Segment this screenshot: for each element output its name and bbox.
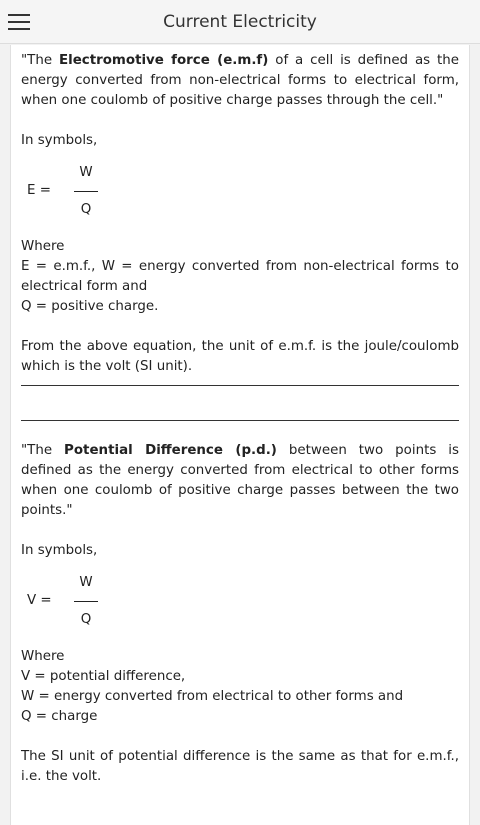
pd-where-line3: Q = charge (21, 709, 98, 724)
hamburger-menu-icon[interactable] (8, 10, 32, 34)
emf-term: Electromotive force (e.m.f) (58, 53, 269, 68)
emf-definition: "The Electromotive force (e.m.f) of a cell is defined as the energy converted from non-electrical forms to electrical form, when one coulomb of positive charge passes through the cell." (21, 53, 459, 108)
app-bar (0, 0, 480, 44)
emf-where-line1: E = e.m.f., W = energy converted from non-electrical forms to electrical form and (21, 259, 459, 294)
pd-formula (27, 561, 459, 641)
content-card (10, 45, 470, 825)
pd-where: Where (21, 649, 65, 664)
fraction-bar (74, 191, 98, 192)
pd-formula-lhs: V = (27, 593, 52, 608)
fraction-bar (74, 601, 98, 602)
pd-in-symbols: In symbols, (21, 543, 98, 558)
page-title: Current Electricity (163, 11, 317, 32)
emf-in-symbols: In symbols, (21, 133, 98, 148)
emf-denominator: Q (80, 201, 92, 217)
emf-formula-lhs: E = (27, 183, 51, 198)
pd-definition: "The Potential Difference (p.d.) between two points is defined as the energy converted from electrical to other forms when one coulomb of positive charge passes between the two points." (21, 443, 459, 518)
emf-formula (27, 151, 459, 231)
emf-where-line2: Q = positive charge. (21, 299, 159, 314)
emf-fraction (73, 163, 99, 220)
pd-denominator: Q (80, 611, 92, 627)
pd-si-text: The SI unit of potential difference is the same as that for e.m.f., i.e. the volt. (21, 749, 459, 784)
pd-where-line1: V = potential difference, (21, 669, 186, 684)
pd-numerator: W (79, 574, 93, 590)
emf-where: Where (21, 239, 65, 254)
pd-term: Potential Difference (p.d.) (64, 443, 277, 458)
pd-fraction (73, 573, 99, 630)
pd-where-line2: W = energy converted from electrical to other forms and (21, 689, 404, 704)
emf-unit-text: From the above equation, the unit of e.m.f. is the joule/coulomb which is the volt (SI unit). (21, 339, 459, 374)
emf-numerator: W (79, 164, 93, 180)
